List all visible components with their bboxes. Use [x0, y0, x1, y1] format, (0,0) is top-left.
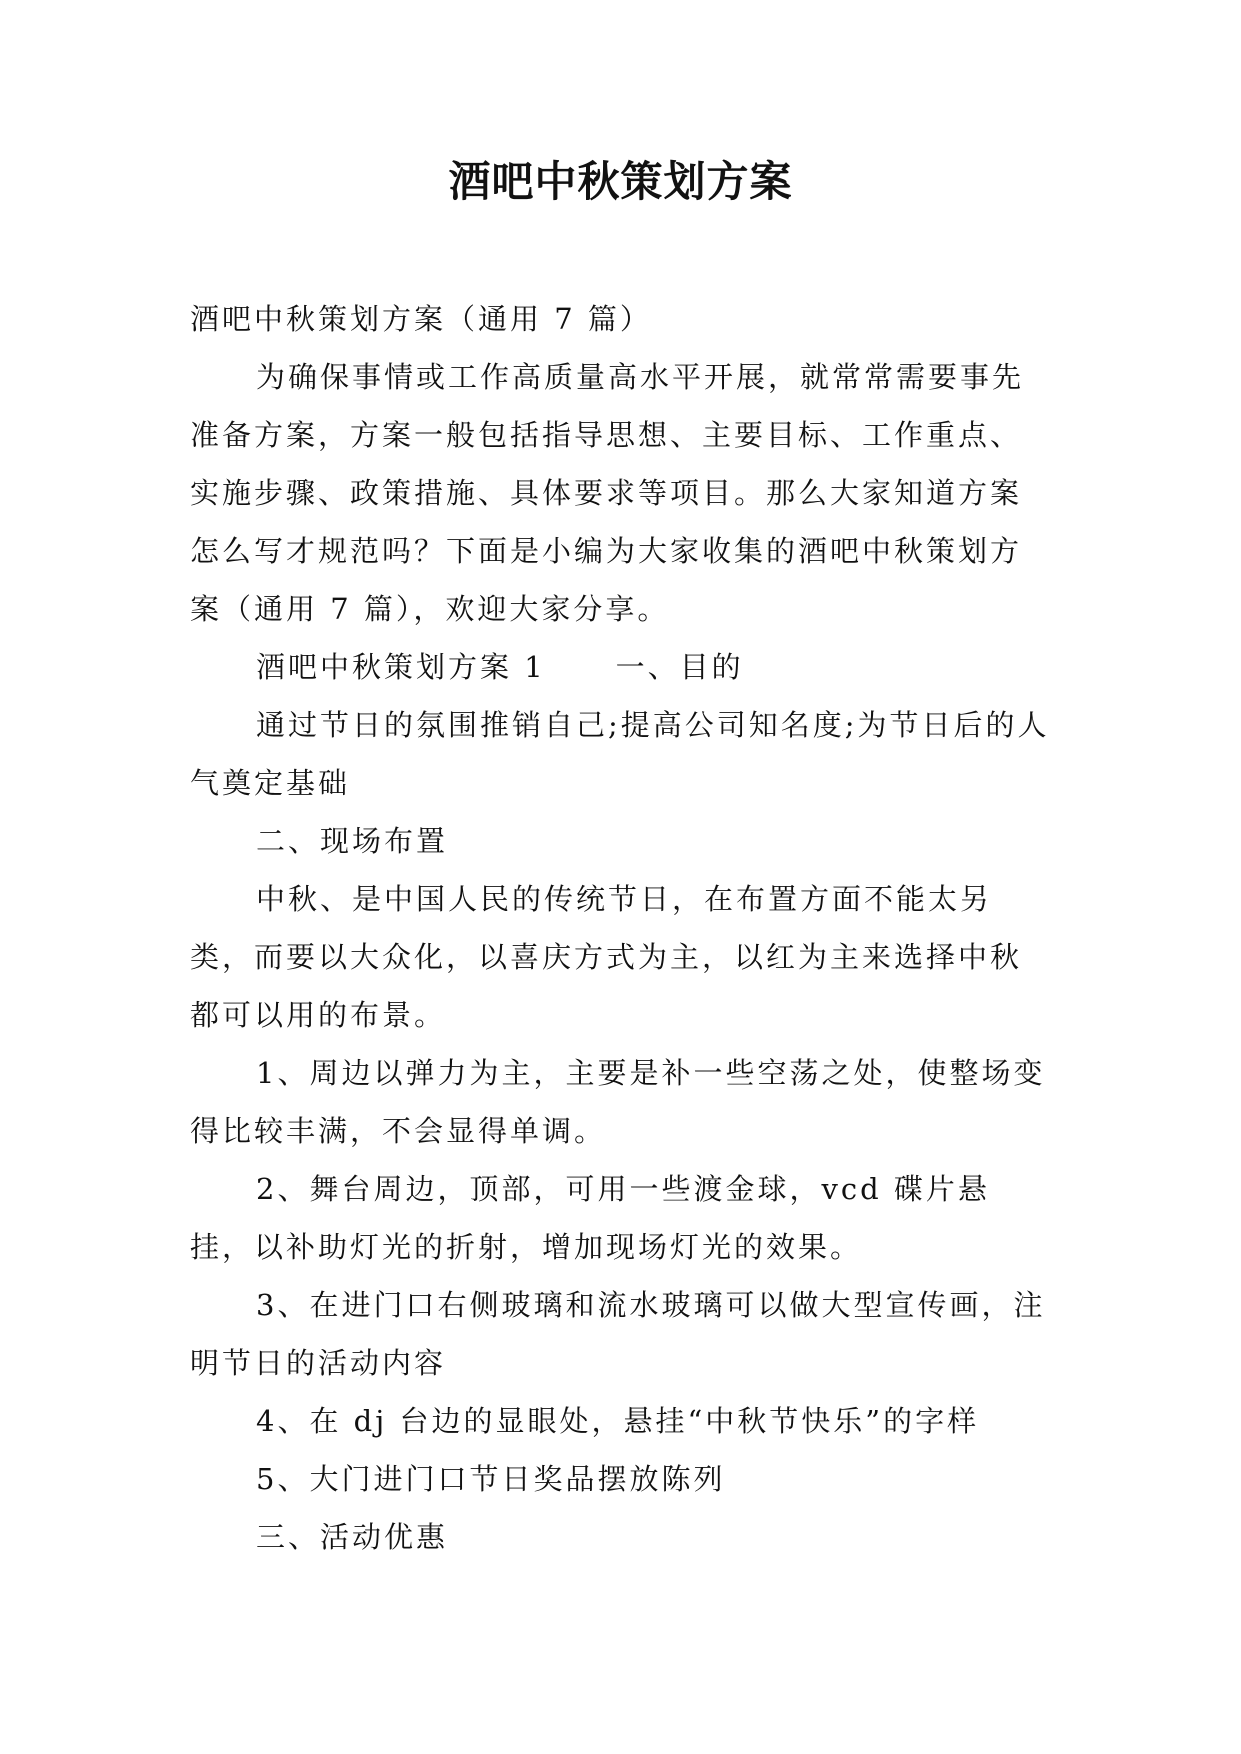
heading-promotions: 三、活动优惠 — [256, 1520, 449, 1554]
intro-paragraph: 为确保事情或工作高质量高水平开展，就常常需要事先准备方案，方案一般包括指导思想、主要目标、工作重点、实施步骤、政策措施、具体要求等项目。那么大家知道方案怎么写才规范吗？下面是小编为大家收集的酒吧中秋策划方案（通用 7 篇），欢迎大家分享。 — [190, 360, 1025, 626]
purpose-paragraph: 通过节日的氛围推销自己;提高公司知名度;为节日后的人气奠定基础 — [190, 708, 1050, 800]
heading-purpose: 一、目的 — [615, 650, 744, 684]
section-1-title: 酒吧中秋策划方案 1 — [256, 650, 546, 684]
layout-item-3: 3、在进门口右侧玻璃和流水玻璃可以做大型宣传画，注明节日的活动内容 — [190, 1288, 1046, 1380]
document-title: 酒吧中秋策划方案 — [448, 157, 793, 206]
layout-intro-paragraph: 中秋、是中国人民的传统节日，在布置方面不能太另类，而要以大众化，以喜庆方式为主，以红为主来选择中秋都可以用的布景。 — [190, 882, 1023, 1032]
document-body — [190, 290, 1050, 1566]
section-1-header-line — [190, 638, 1050, 696]
layout-item-2: 2、舞台周边，顶部，可用一些渡金球，vcd 碟片悬挂，以补助灯光的折射，增加现场灯光的效果。 — [190, 1172, 990, 1264]
layout-item-1: 1、周边以弹力为主，主要是补一些空荡之处，使整场变得比较丰满，不会显得单调。 — [190, 1056, 1046, 1148]
layout-item-5: 5、大门进门口节日奖品摆放陈列 — [256, 1462, 726, 1496]
document-subtitle: 酒吧中秋策划方案（通用 7 篇） — [190, 302, 652, 336]
heading-layout: 二、现场布置 — [256, 824, 449, 858]
layout-item-4: 4、在 dj 台边的显眼处，悬挂“中秋节快乐”的字样 — [256, 1404, 980, 1438]
